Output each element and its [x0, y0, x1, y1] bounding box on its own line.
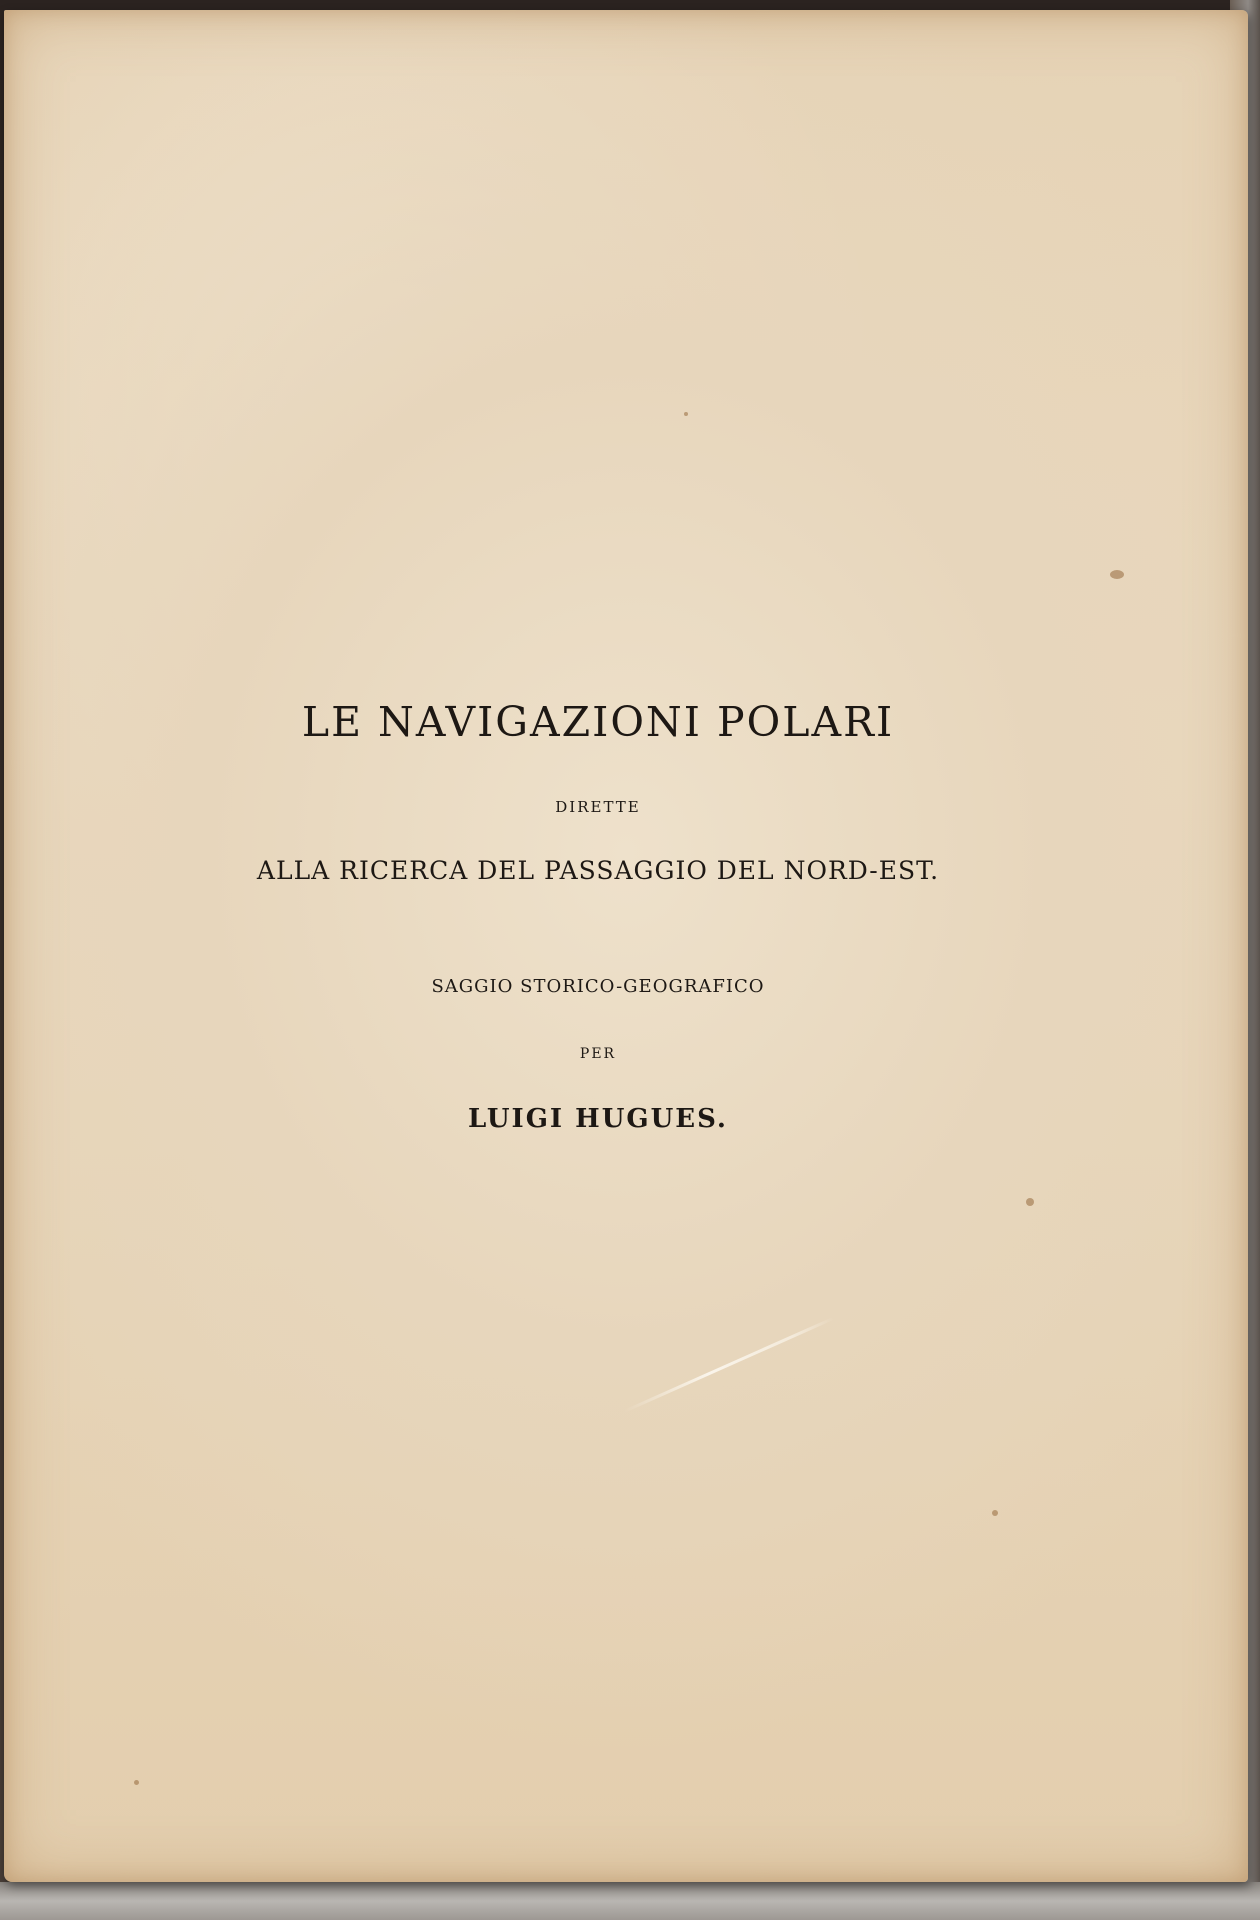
foxing-spot [1026, 1198, 1034, 1206]
book-title: LE NAVIGAZIONI POLARI [301, 698, 895, 746]
title-page-sheet [4, 10, 1248, 1882]
foxing-spot [684, 412, 688, 416]
book-genre: SAGGIO STORICO-GEOGRAFICO [431, 976, 765, 997]
foxing-spot [1110, 570, 1124, 579]
book-subtitle: ALLA RICERCA DEL PASSAGGIO DEL NORD-EST. [256, 856, 940, 885]
by-line: PER [579, 1046, 617, 1062]
paper-crease [623, 1317, 834, 1413]
author-name: LUIGI HUGUES. [468, 1104, 728, 1134]
foxing-spot [134, 1780, 139, 1785]
subtitle-intro: DIRETTE [555, 798, 641, 816]
background-surface [0, 1882, 1260, 1920]
foxing-spot [992, 1510, 998, 1516]
